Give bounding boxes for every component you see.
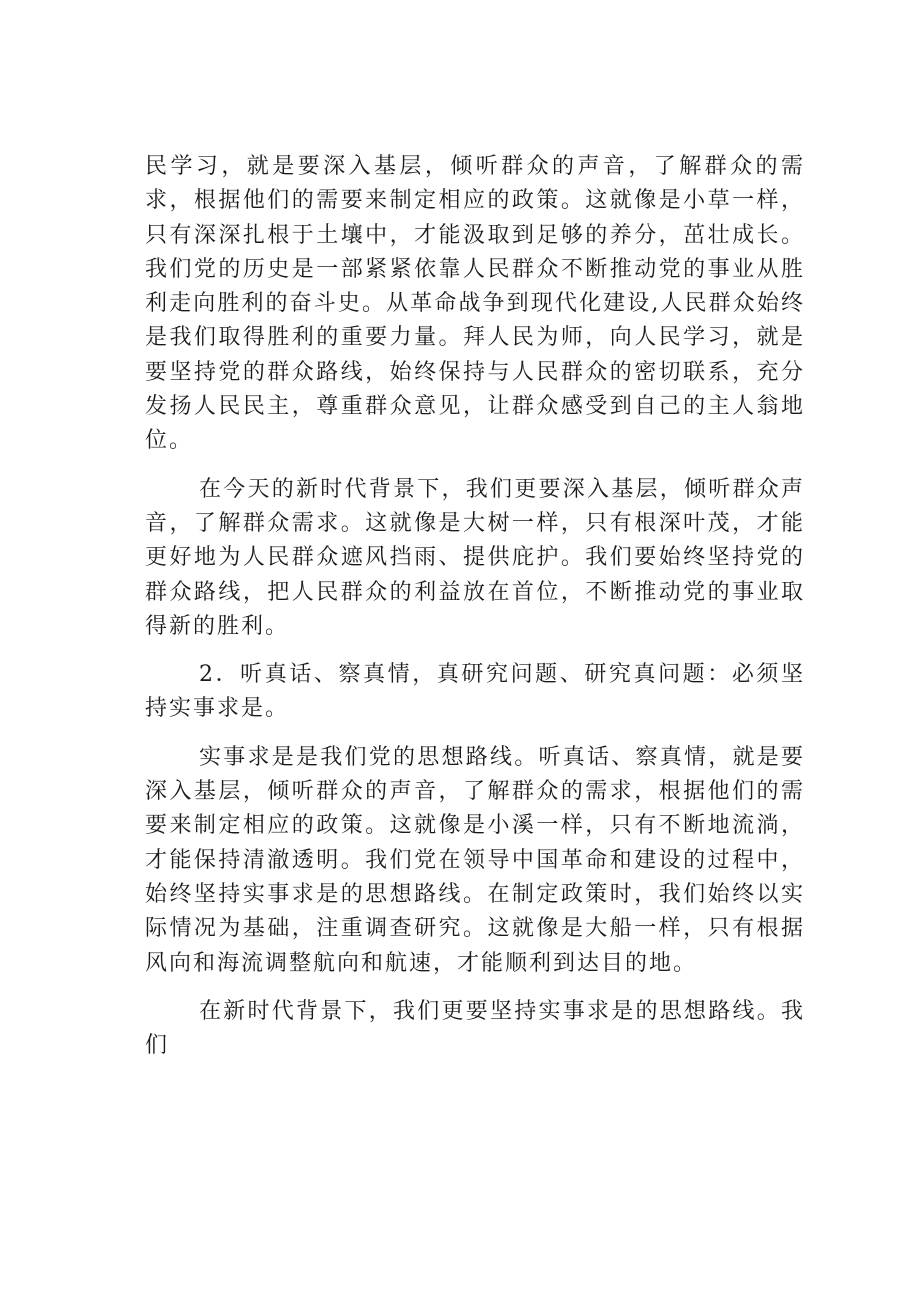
paragraph: 在新时代背景下，我们更要坚持实事求是的思想路线。我们 xyxy=(145,998,805,1059)
paragraph-continuation: 民学习，就是要深入基层，倾听群众的声音，了解群众的需求，根据他们的需要来制定相应的政策。这就像是小草一样，只有深深扎根于土壤中，才能汲取到足够的养分，茁壮成长。我们党的历史是一部紧紧依靠人民群众不断推动党的事业从胜利走向胜利的奋斗史。从革命战争到现代化建设,人民群众始终是我们取得胜利的重要力量。拜人民为师，向人民学习，就是要坚持党的群众路线，始终保持与人民群众的密切联系，充分发扬人民民主，尊重群众意见，让群众感受到自己的主人翁地位。 xyxy=(145,154,805,454)
paragraph: 在今天的新时代背景下，我们更要深入基层，倾听群众声音，了解群众需求。这就像是大树一样，只有根深叶茂，才能更好地为人民群众遮风挡雨、提供庇护。我们要始终坚持党的群众路线，把人民群众的利益放在首位，不断推动党的事业取得新的胜利。 xyxy=(145,476,805,639)
section-heading: 2．听真话、察真情，真研究问题、研究真问题：必须坚持实事求是。 xyxy=(145,662,805,722)
document-body xyxy=(145,150,805,1077)
paragraph: 实事求是是我们党的思想路线。听真话、察真情，就是要深入基层，倾听群众的声音，了解群众的需求，根据他们的需要来制定相应的政策。这就像是小溪一样，只有不断地流淌，才能保持清澈透明。我们党在领导中国革命和建设的过程中，始终坚持实事求是的思想路线。在制定政策时，我们始终以实际情况为基础，注重调查研究。这就像是大船一样，只有根据风向和海流调整航向和航速，才能顺利到达目的地。 xyxy=(145,744,805,976)
